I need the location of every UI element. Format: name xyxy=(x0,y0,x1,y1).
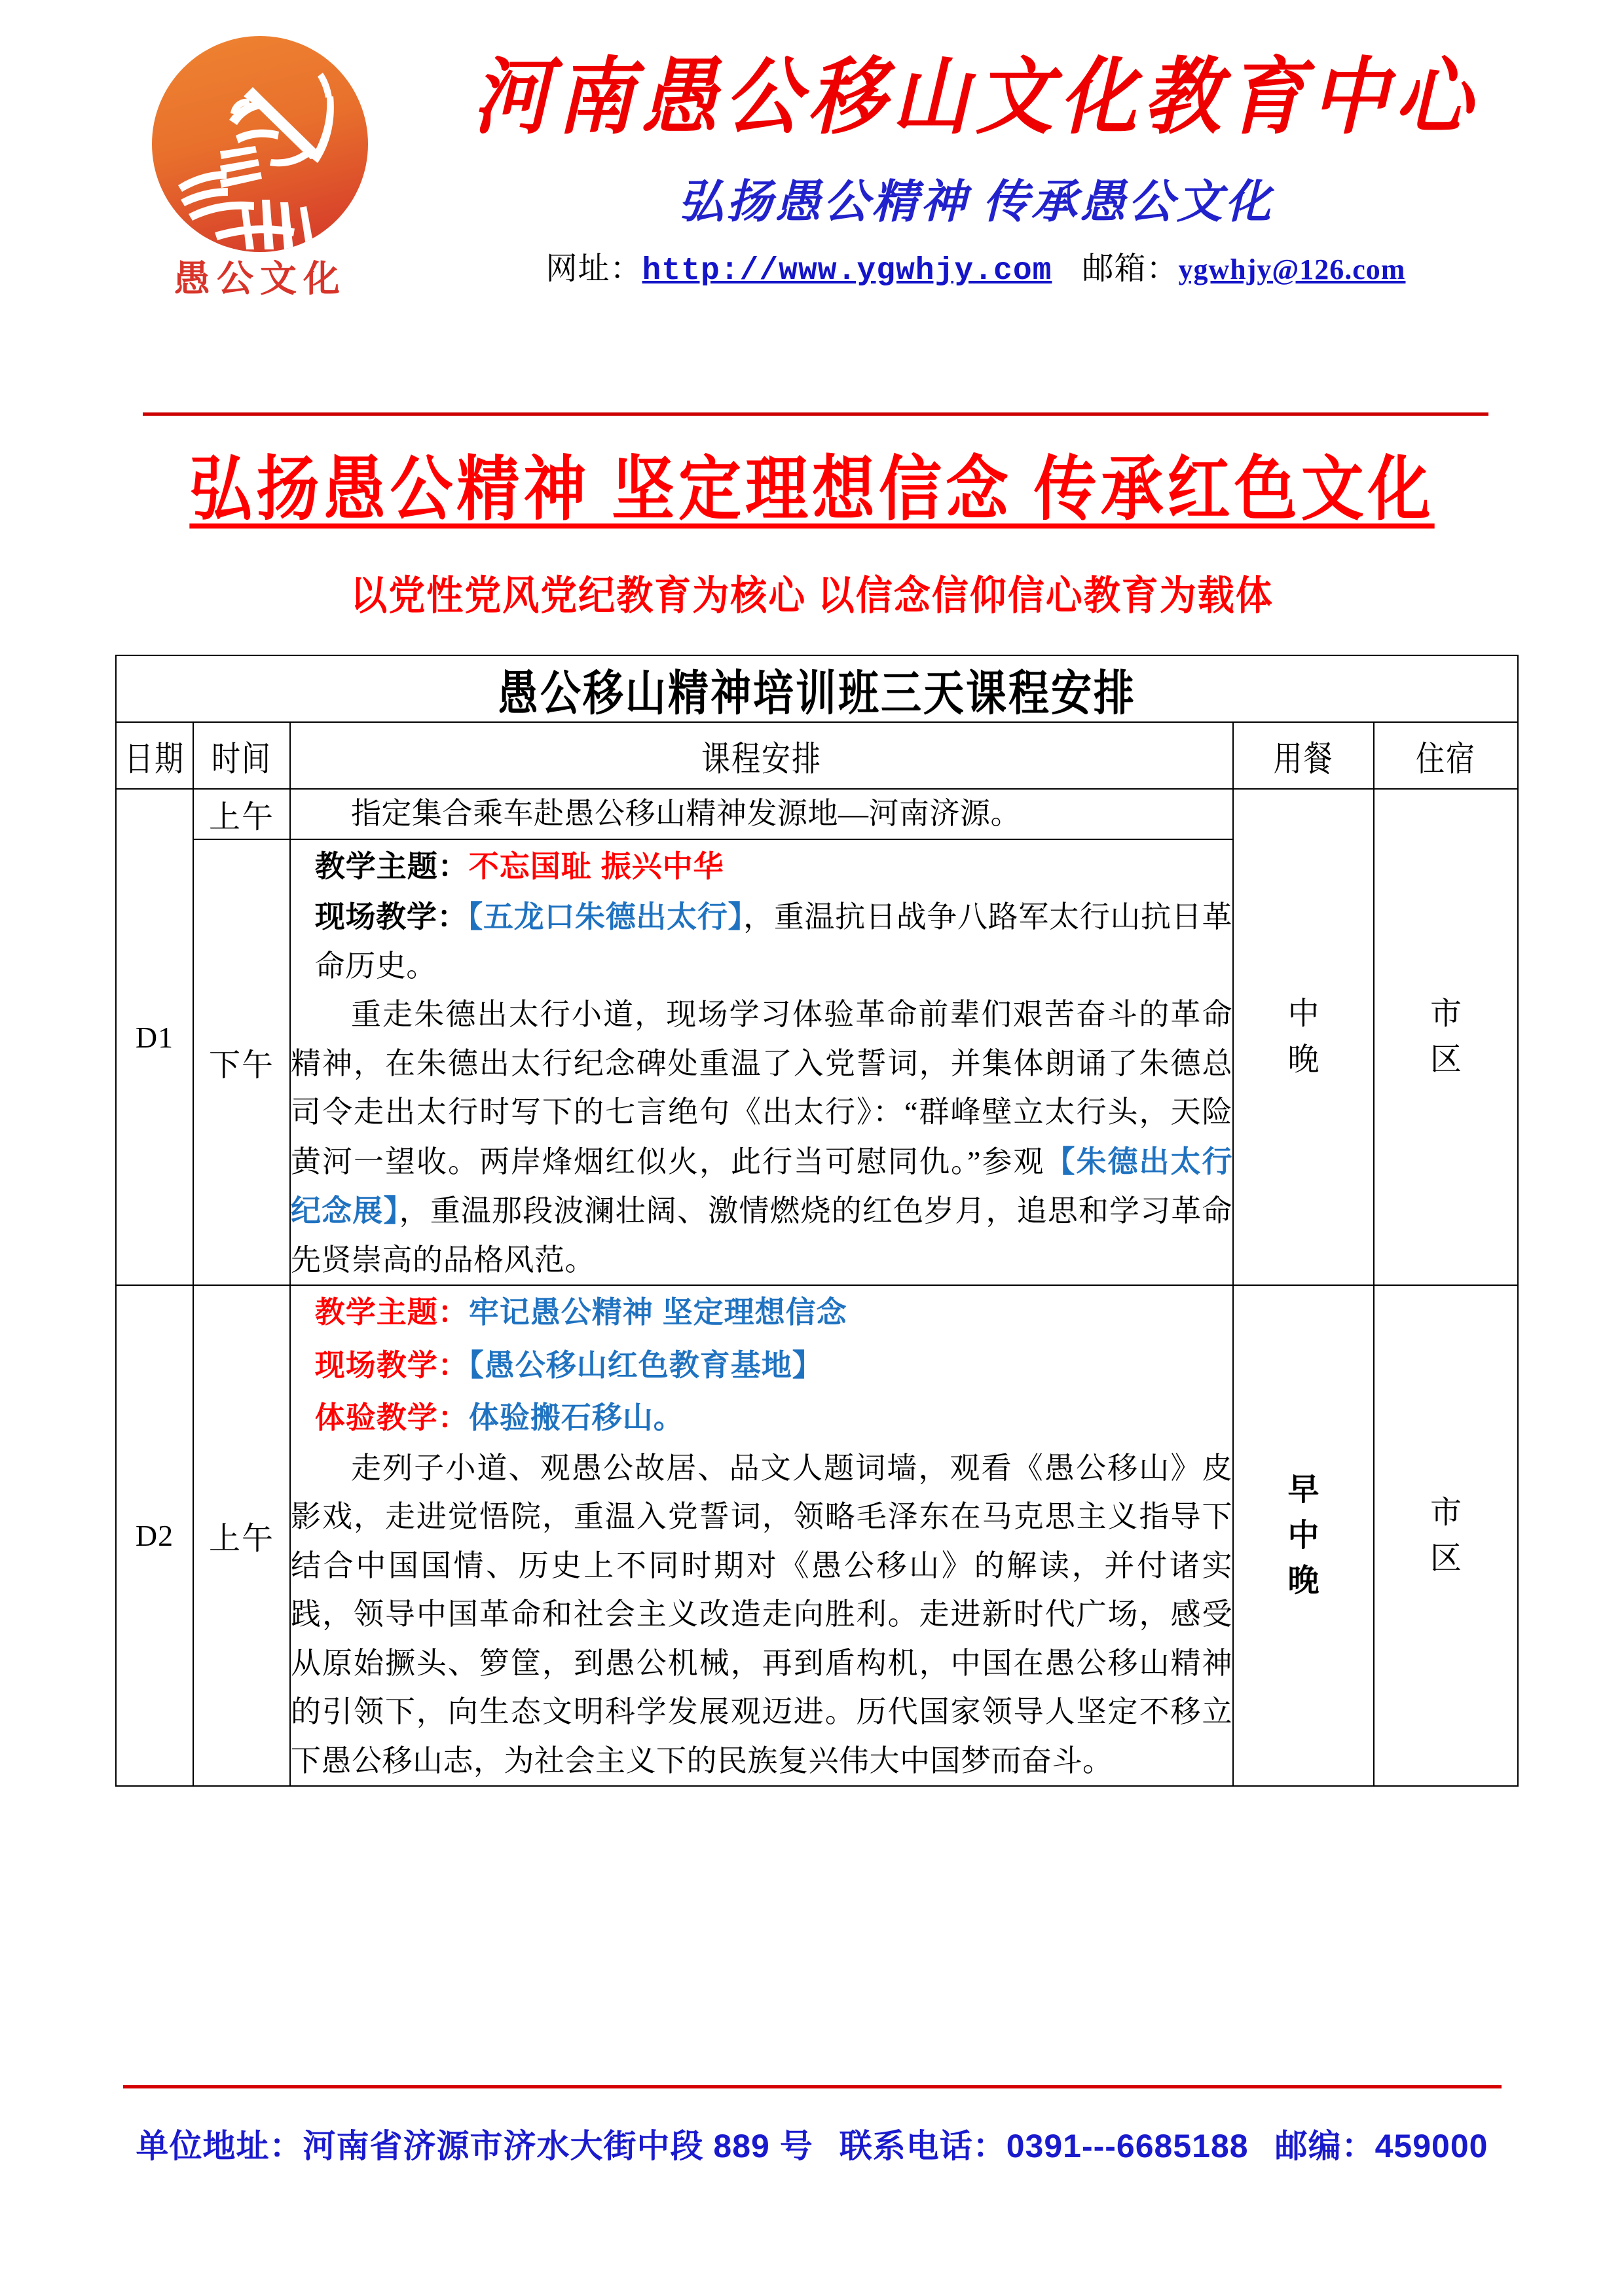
experience-teaching-value: 体验搬石移山。 xyxy=(468,1400,684,1435)
table-title: 愚公移山精神培训班三天课程安排 xyxy=(498,666,1137,720)
teaching-topic-line xyxy=(291,1286,1232,1339)
footer-phone-label: 联系电话： xyxy=(839,2128,1006,2164)
email-link[interactable]: ygwhjy@126.com xyxy=(1178,253,1406,285)
footer-phone: 0391---6685188 xyxy=(1006,2128,1249,2164)
onsite-teaching-site: 【愚公移山红色教育基地】 xyxy=(468,1347,823,1382)
header-divider xyxy=(143,412,1488,416)
teaching-topic-value: 牢记愚公精神 坚定理想信念 xyxy=(468,1295,847,1330)
table-row xyxy=(116,1285,1518,1786)
meal-line: 晚 xyxy=(1287,1042,1320,1078)
time-cell-d1-afternoon: 下午 xyxy=(193,839,290,1286)
footer-zip: 459000 xyxy=(1375,2128,1488,2164)
schedule-table xyxy=(115,655,1519,1787)
teaching-topic-label: 教学主题： xyxy=(314,848,469,883)
meal-cell-d2 xyxy=(1233,1285,1374,1786)
experience-teaching-label: 体验教学： xyxy=(314,1400,469,1435)
schedule-paragraph xyxy=(291,991,1232,1285)
stay-values xyxy=(1375,1490,1517,1581)
onsite-teaching-site: 【五龙口朱德出太行】 xyxy=(468,900,744,934)
meal-line: 中 xyxy=(1287,996,1320,1032)
organization-logo xyxy=(152,36,388,363)
table-title-row xyxy=(116,655,1518,722)
onsite-teaching-tail: ，重温抗日战争八路军太行山抗日革命历史。 xyxy=(314,900,1233,983)
paragraph-highlight: 【朱德出太行纪念展】 xyxy=(291,1144,1232,1228)
logo-caption: 愚公文化 xyxy=(174,259,346,300)
schedule-table-wrapper xyxy=(115,655,1517,1787)
time-cell-d2-morning: 上午 xyxy=(193,1285,290,1786)
schedule-cell-d1-morning xyxy=(290,789,1233,839)
yugong-figure-icon xyxy=(152,36,368,252)
schedule-cell-d2-morning xyxy=(290,1285,1233,1786)
footer-address-label: 单位地址： xyxy=(136,2128,303,2164)
column-header-date: 日期 xyxy=(116,722,193,789)
table-title-cell xyxy=(116,655,1518,722)
time-cell-d1-morning: 上午 xyxy=(193,789,290,839)
email-label: 邮箱： xyxy=(1082,251,1179,286)
schedule-cell-d1-afternoon xyxy=(290,839,1233,1286)
organization-slogan: 弘扬愚公精神 传承愚公文化 xyxy=(678,177,1274,228)
meal-line: 晚 xyxy=(1287,1563,1320,1599)
meal-values xyxy=(1234,991,1373,1082)
stay-cell-d1 xyxy=(1374,789,1518,1285)
stay-line: 区 xyxy=(1430,1042,1462,1078)
banner-block xyxy=(0,439,1624,619)
meal-cell-d1 xyxy=(1233,789,1374,1285)
meal-line: 早 xyxy=(1287,1472,1320,1508)
paragraph-part-2: ，重温那段波澜壮阔、激情燃烧的红色岁月，追思和学习革命先贤崇高的品格风范。 xyxy=(291,1194,1233,1277)
teaching-topic-value: 不忘国耻 振兴中华 xyxy=(468,848,724,883)
teaching-topic-line xyxy=(291,840,1232,893)
onsite-teaching-label: 现场教学： xyxy=(314,900,468,934)
stay-line: 区 xyxy=(1430,1540,1462,1576)
schedule-text: 指定集合乘车赴愚公移山精神发源地—河南济源。 xyxy=(351,797,1021,830)
letterhead xyxy=(0,0,1624,393)
organization-title: 河南愚公移山文化教育中心 xyxy=(472,51,1479,145)
footer-divider xyxy=(123,2085,1502,2088)
banner-main-title: 弘扬愚公精神 坚定理想信念 传承红色文化 xyxy=(189,450,1435,529)
stay-line: 市 xyxy=(1430,1495,1462,1531)
footer-address: 河南省济源市济水大街中段 889 号 xyxy=(303,2128,813,2164)
onsite-teaching-line xyxy=(291,1339,1232,1392)
footer-contact-line xyxy=(0,2120,1624,2167)
table-row xyxy=(116,789,1518,839)
column-header-meal: 用餐 xyxy=(1233,722,1374,789)
meal-values xyxy=(1234,1467,1373,1604)
experience-teaching-line xyxy=(291,1391,1232,1444)
stay-cell-d2 xyxy=(1374,1285,1518,1786)
column-header-time: 时间 xyxy=(193,722,290,789)
website-label: 网址： xyxy=(545,251,642,286)
website-link[interactable]: http://www.ygwhjy.com xyxy=(642,253,1052,289)
banner-subtitle: 以党性党风党纪教育为核心 以信念信仰信心教育为载体 xyxy=(350,572,1274,618)
footer xyxy=(0,2085,1624,2167)
stay-values xyxy=(1375,991,1517,1082)
day-cell-d2: D2 xyxy=(116,1285,193,1786)
footer-zip-label: 邮编： xyxy=(1274,2128,1375,2164)
table-header-row xyxy=(116,722,1518,789)
paragraph-part-1: 重走朱德出太行小道，现场学习体验革命前辈们艰苦奋斗的革命精神，在朱德出太行纪念碑处重温了入党誓词，并集体朗诵了朱德总司令走出太行时写下的七言绝句《出太行》：“群峰壁立太行头，天险黄河一望收。两岸烽烟红似火，此行当可慰同仇。”参观 xyxy=(291,998,1232,1178)
onsite-teaching-line xyxy=(291,892,1232,991)
meal-line: 中 xyxy=(1287,1518,1320,1553)
column-header-stay: 住宿 xyxy=(1374,722,1518,789)
teaching-topic-label: 教学主题： xyxy=(314,1295,469,1330)
stay-line: 市 xyxy=(1430,996,1462,1032)
onsite-teaching-label: 现场教学： xyxy=(314,1347,469,1382)
yugong-pickaxe-figure-sun-logo xyxy=(152,36,368,252)
column-header-schedule: 课程安排 xyxy=(290,722,1233,789)
day-cell-d1: D1 xyxy=(116,789,193,1285)
letterhead-text-block xyxy=(419,46,1532,289)
organization-contact-line xyxy=(419,243,1532,289)
schedule-paragraph: 走列子小道、观愚公故居、品文人题词墙，观看《愚公移山》皮影戏，走进觉悟院，重温入党誓词，领略毛泽东在马克思主义指导下结合中国国情、历史上不同时期对《愚公移山》的解读，并付诸实践，领导中国革命和社会主义改造走向胜利。走进新时代广场，感受从原始撅头、箩筐，到愚公机械，再到盾构机，中国在愚公移山精神的引领下，向生态文明科学发展观迈进。历代国家领导人坚定不移立下愚公移山志，为社会主义下的民族复兴伟大中国梦而奋斗。 xyxy=(291,1451,1232,1777)
